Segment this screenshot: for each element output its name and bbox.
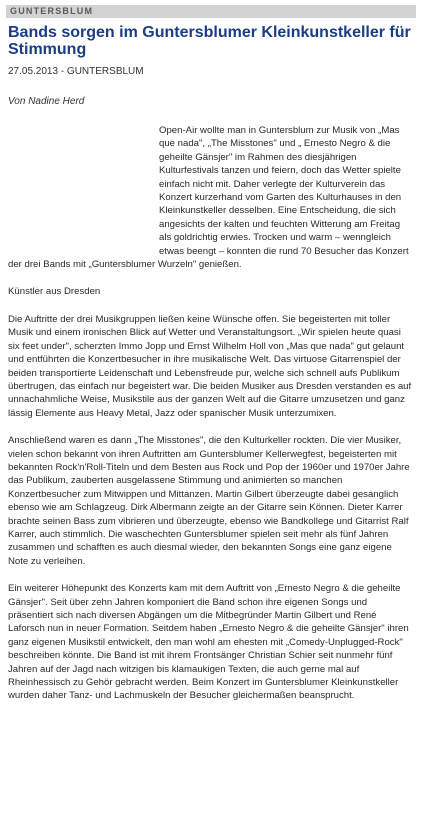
article-dateline: 27.05.2013 - GUNTERSBLUM xyxy=(8,66,144,77)
article-paragraph: Ein weiterer Höhepunkt des Konzerts kam mit dem Auftritt von „Ernesto Negro & die geheilte Gänsjer". Seit über zehn Jahren komponiert die Band schon ihre eigenen Songs und präsentiert sich nach diversen Abgängen um die Mitbegründer Martin Gilbert und René Laforsch nun in neuer Formation. Seitdem haben „Ernesto Negro & die geheilte Gänsjer" ihren ganz eigenen Musikstil entwickelt, den man wohl am ehesten mit „Comedy-Unplugged-Rock" beschreiben könnte. Die Band ist mit ihrem Frontsänger Christian Schier seit nunmehr fünf Jahren auf der Jagd nach witzigen bis klamaukigen Texten, die auch gerne mal auf Rheinhessisch zu Gehör gebracht werden. Beim Konzert im Guntersblumer Kleinkunstkeller wurden daher Tanz- und Lachmuskeln der Besucher gleichermaßen beansprucht. xyxy=(8,583,409,702)
article-body xyxy=(8,124,412,717)
article-paragraph: Die Auftritte der drei Musikgruppen ließen keine Wünsche offen. Sie begeisterten mit toller Musik und einem ironischen Blick auf Wetter und Veranstaltungsort. „Wir spielen heute quasi six feet under", scherzten Immo Jopp und Ernst Wilhelm Holl von „Mas que nada" gut gelaunt und entführten die Konzertbesucher in ihre musikalische Welt. Das virtuose Gitarrenspiel der beiden transportierte Leidenschaft und Lebensfreude pur, welche sich schnell aufs Publikum übertrugen, das einfach nur begeistert war. Die beiden Musiker aus Dresden verstanden es auf unnachahmliche Weise, Musikstile aus der ganzen Welt auf die Gitarre umzusetzen und ganz lässig Elemente aus Heavy Metal, Jazz oder spanischer Musik unterzumixen. xyxy=(8,313,412,419)
article-paragraph-intro: Open-Air wollte man in Guntersblum zur Musik von „Mas que nada", „The Misstones" und „ Ernesto Negro & die geheilte Gänsjer" im Rahmen des diesjährigen Kulturfestivals tanzen und feiern, doch das Wetter spielte einfach nicht mit. Daher verlegte der Kulturverein das Konzert kurzerhand vom Garten des Kulturhauses in den Kleinkunstkeller desselben. Eine Entscheidung, die sich angesichts der kalten und feuchten Witterung am Freitag als goldrichtig erwies. Trocken und warm – wenngleich etwas beengt – konnten die rund 70 Besucher das Konzert der drei Bands mit „Guntersblumer Wurzeln" genießen. xyxy=(8,125,409,271)
section-label: GUNTERSBLUM xyxy=(6,5,416,18)
image-placeholder xyxy=(8,124,159,258)
article-paragraph: Anschließend waren es dann „The Misstones", die den Kulturkeller rockten. Die vier Musiker, vielen schon bekannt von ihren Auftritten am Guntersblumer Kellerwegfest, begeisterten mit bekannten Rock'n'Roll-Titeln und dem Besten aus Rock und Pop der 1960er und 1970er Jahre das Publikum, zauberten ausgelassene Stimmung und animierten so manchen Konzertbesucher zum Mitwippen und Mittanzen. Martin Gilbert überzeugte dabei gesanglich ebenso wie am Schlagzeug. Dirk Albermann zeigte an der Gitarre sein Können. Dieter Karrer brachte seinen Bass zum vibrieren und überzeugte, ebenso wie Bandkollege und Gitarrist Ralf Karrer, auch stimmlich. Die waschechten Guntersblumer spielen seit mehr als fünf Jahren zusammen und schafften es auch diesmal wieder, den bekannten Songs eine ganz eigene Note zu verleihen. xyxy=(8,435,410,567)
article-author: Von Nadine Herd xyxy=(8,96,85,107)
article-headline: Bands sorgen im Guntersblumer Kleinkunstkeller für Stimmung xyxy=(8,24,411,58)
article-subheading: Künstler aus Dresden xyxy=(8,286,101,298)
